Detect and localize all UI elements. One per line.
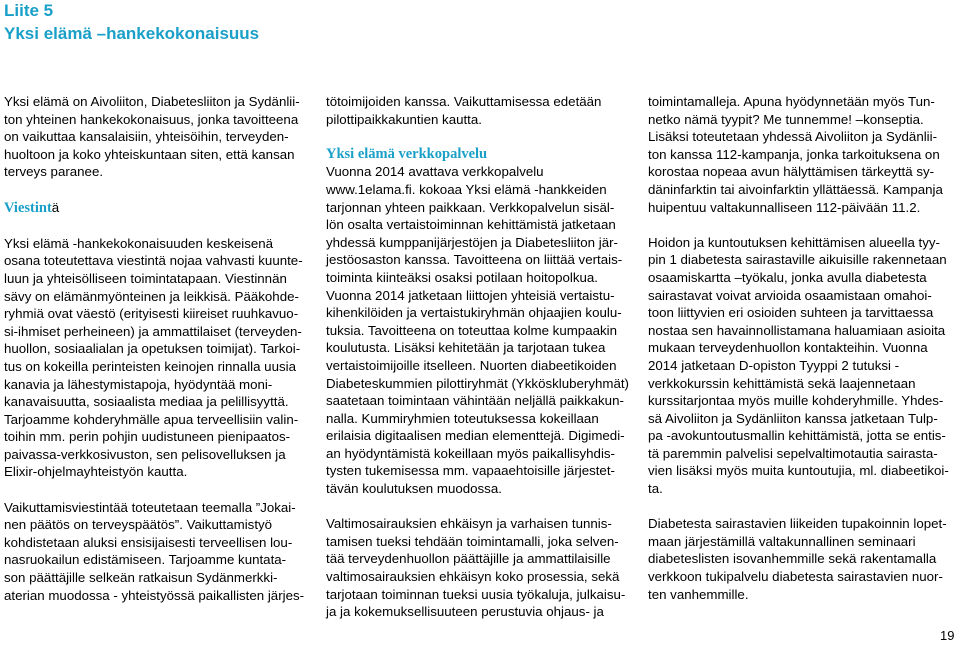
text-line: ten vanhemmille. [648,586,749,602]
text-line: tysten tukemisessa mm. vapaaehtoisille järjestet- [326,463,615,479]
text-line: diabeteslisten isovanhemmille sekä rakentamalla [648,551,937,567]
text-column-1 [4,93,314,604]
text-line: Yksi elämä -hankekokonaisuuden keskeisenä [4,235,274,251]
text-line: Hoidon ja kuntoutuksen kehittämisen alueella tyy- [648,234,940,250]
text-line: kohdistetaan aluksi ensisijaisesti terveellisen lou- [4,534,293,550]
text-line: kurssitarjontaa myös muille kohderyhmille. Yhdes- [648,393,944,409]
text-line: tus on kokeilla perinteisten keinojen rinnalla uusia [4,358,296,374]
text-line: korostaa nopeaa avun hälyttämisen tärkeyttä sy- [648,164,935,180]
text-line: däninfarktin tai aivoinfarktin yllättäessä. Kampanja [648,181,943,197]
text-line: tävän koulutuksen muodossa. [326,481,502,497]
text-line: tamisen tueksi tehdään toimintamalli, joka selven- [326,533,619,549]
text-line: kihenkilöiden ja vertaistukiryhmän ohjaajien koulu- [326,305,622,321]
text-line: vien lisäksi myös muita kuntoutujia, ml. diabeetikoi- [648,463,949,479]
text-line: saatetaan toimintaan vähintään neljällä paikkakun- [326,393,624,409]
paragraph-gap [4,481,314,499]
text-line: Tarjoamme kohderyhmälle apua terveellisiin valin- [4,411,299,427]
page-header [0,0,959,52]
text-line: si-ihmiset perheineen) ja ammattilaiset (terveyden- [4,323,302,339]
paragraph-gap [4,217,314,235]
text-line: aterian muodossa - yhteistyössä paikallisten järjes- [4,587,305,603]
text-line: Lisäksi toteutetaan yhdessä Aivoliiton ja Sydänlii- [648,129,938,145]
text-line: ton kanssa 112-kampanja, jonka tarkoituksena on [648,146,940,162]
text-line: huollon, sosiaalialan ja opetuksen toimijat). Tarkoi- [4,341,301,357]
text-line: toiminta kiinteäksi osaksi potilaan hoitopolkua. [326,269,599,285]
text-line: jestöosaston kanssa. Tavoitteena on liittää vertais- [326,252,623,268]
text-line: www.1elama.fi. kokoaa Yksi elämä -hankkeiden [326,181,607,197]
text-line: nasruokailun edistämiseen. Tarjoamme kuntata- [4,552,287,568]
text-line: Vaikuttamisviestintää toteutetaan teemalla ”Jokai- [4,499,296,515]
text-column-2 [326,93,636,621]
text-line: huipentuu valtakunnalliseen 112-päivään 11.2. [648,199,921,215]
paragraph-gap [648,498,958,516]
text-line: Elixir-ohjelmayhteistyön kautta. [4,464,188,480]
text-line: son päättäjille selkeän ratkaisun Sydänmerkki- [4,570,278,586]
text-line: ja ja kokemuksellisuuteen perustuvia ohjaus- ja [326,604,604,620]
paragraph-gap [326,498,636,516]
text-line: tarjonnan yhteen paikkaan. Verkkopalvelun sisäl- [326,199,615,215]
text-line: kanavaisuutta, sosiaalista mediaa ja pelillisyyttä. [4,394,289,410]
section-heading-verkkopalvelu: Yksi elämä verkkopalvelu [326,145,488,162]
text-line: toihin mm. perin pohjin uudistuneen pienipaatos- [4,429,291,445]
text-line: tarjotaan toiminnan tueksi uusia työkaluja, julkaisu- [326,586,626,602]
text-line: verkkoon tukipalvelu diabetesta sairastavien nuor- [648,569,943,585]
text-line: valtimosairauksien ehkäisyn koko prosessia, sekä [326,569,620,585]
text-line: toimintamalleja. Apuna hyödynnetään myös Tun- [648,94,935,109]
text-line: lön osalta vertaistoiminnan kehittämistä jatketaan [326,217,616,233]
text-line: Diabetesta sairastavien liikeiden tupakoinnin lopet- [648,516,947,532]
text-line: osana toteutettava viestintä nojaa vahvasti kuunte- [4,253,303,269]
heading-tail: ä [51,199,60,215]
text-line: maan järjestämillä valtakunnallinen seminaari [648,533,916,549]
text-line: terveys paranee. [4,164,104,180]
text-line: Vuonna 2014 avattava verkkopalvelu [326,164,544,180]
text-line: nalla. Kummiryhmien toteutuksessa kokeillaan [326,410,599,426]
text-line: erilaisia digitaalisen median elementtejä. Digimedi- [326,428,625,444]
text-line: pin 1 diabetesta sairastaville aikuisille rakennetaan [648,252,947,268]
appendix-label: Liite 5 [4,1,54,20]
paragraph-gap [4,181,314,199]
text-line: netko nämä tyypit? Me tunnemme! –konseptia. [648,111,924,127]
paragraph-gap [326,128,636,146]
heading-text: Viestint [4,199,52,216]
text-line: sävy on elämänmyönteinen ja leikkisä. Pääkohde- [4,288,299,304]
document-title: Yksi elämä –hankekokonaisuus [4,24,260,43]
text-line: osaamiskartta –työkalu, jonka avulla diabetesta [648,269,927,285]
text-line: Diabeteskummien pilottiryhmät (Ykköskluberyhmät) [326,375,629,391]
text-line: tää terveydenhuollon päättäjille ja ammattilaisille [326,551,611,567]
text-line: yhdessä kumppanijärjestöjen ja Diabetesliiton jär- [326,234,618,250]
text-line: pa -avokuntoutusmallin kehittämistä, jotta se entis- [648,428,946,444]
text-line: ta. [648,481,663,497]
text-line: Vuonna 2014 jatketaan liittojen yhteisiä vertaistu- [326,287,615,303]
text-line: tä paremmin palvelisi sepelvaltimotautia sairasta- [648,445,938,461]
text-line: kanavia ja lähestymistapoja, hyödyntää moni- [4,376,273,392]
text-line: verkkokurssin kehittämistä sekä laajennetaan [648,375,916,391]
paragraph-gap [648,216,958,234]
page-number: 19 [940,628,955,643]
text-line: koulutusta. Lisäksi kehitetään ja tarjotaan tukea [326,340,606,356]
text-line: ton yhteinen hankekokonaisuus, jonka tavoitteena [4,111,299,127]
text-line: toon liittyvien eri osioiden suhteen ja tarvittaessa [648,305,934,321]
text-line: on vaikuttaa kansalaisiin, yhteisöihin, terveyden- [4,129,289,145]
text-line: ryhmiä ovat väestö (erityisesti kiireiset ruuhkavuo- [4,306,299,322]
text-line: 2014 jatketaan D-opiston Tyyppi 2 tutuksi - [648,357,900,373]
text-line: paivassa-verkkosivuston, sen pelisovelluksen ja [4,446,286,462]
text-line: tötoimijoiden kanssa. Vaikuttamisessa edetään [326,94,602,109]
text-line: sä Aivoliiton ja Sydänliiton kanssa jatketaan Tulp- [648,410,938,426]
text-line: sairastavat voivat arvioida osaamistaan omahoi- [648,287,932,303]
text-line: pilottipaikkakuntien kautta. [326,111,482,127]
text-line: mukaan terveydenhuollon kontakteihin. Vuonna [648,340,928,356]
text-line: luun ja yhteisölliseen toimintatapaan. Viestinnän [4,270,287,286]
text-line: an hyödyntämistä kokeillaan myös paikallisyhdis- [326,445,615,461]
text-line: Valtimosairauksien ehkäisyn ja varhaisen tunnis- [326,516,612,532]
text-line: huoltoon ja koko yhteiskuntaan siten, että kansan [4,146,295,162]
text-line: vertaistoimijoille itselleen. Nuorten diabeetikoiden [326,357,617,373]
text-line: nen päätös on terveyspäätös”. Vaikuttamistyö [4,517,273,533]
section-heading-viestinta [4,199,314,218]
text-line: tuksia. Tavoitteena on toteuttaa kolme kumpaakin [326,322,617,338]
text-line: Yksi elämä on Aivoliiton, Diabetesliiton ja Sydänlii- [4,94,300,109]
text-column-3 [648,93,958,603]
text-line: nostaa sen havainnollistamana haluamiaan asioita [648,322,946,338]
